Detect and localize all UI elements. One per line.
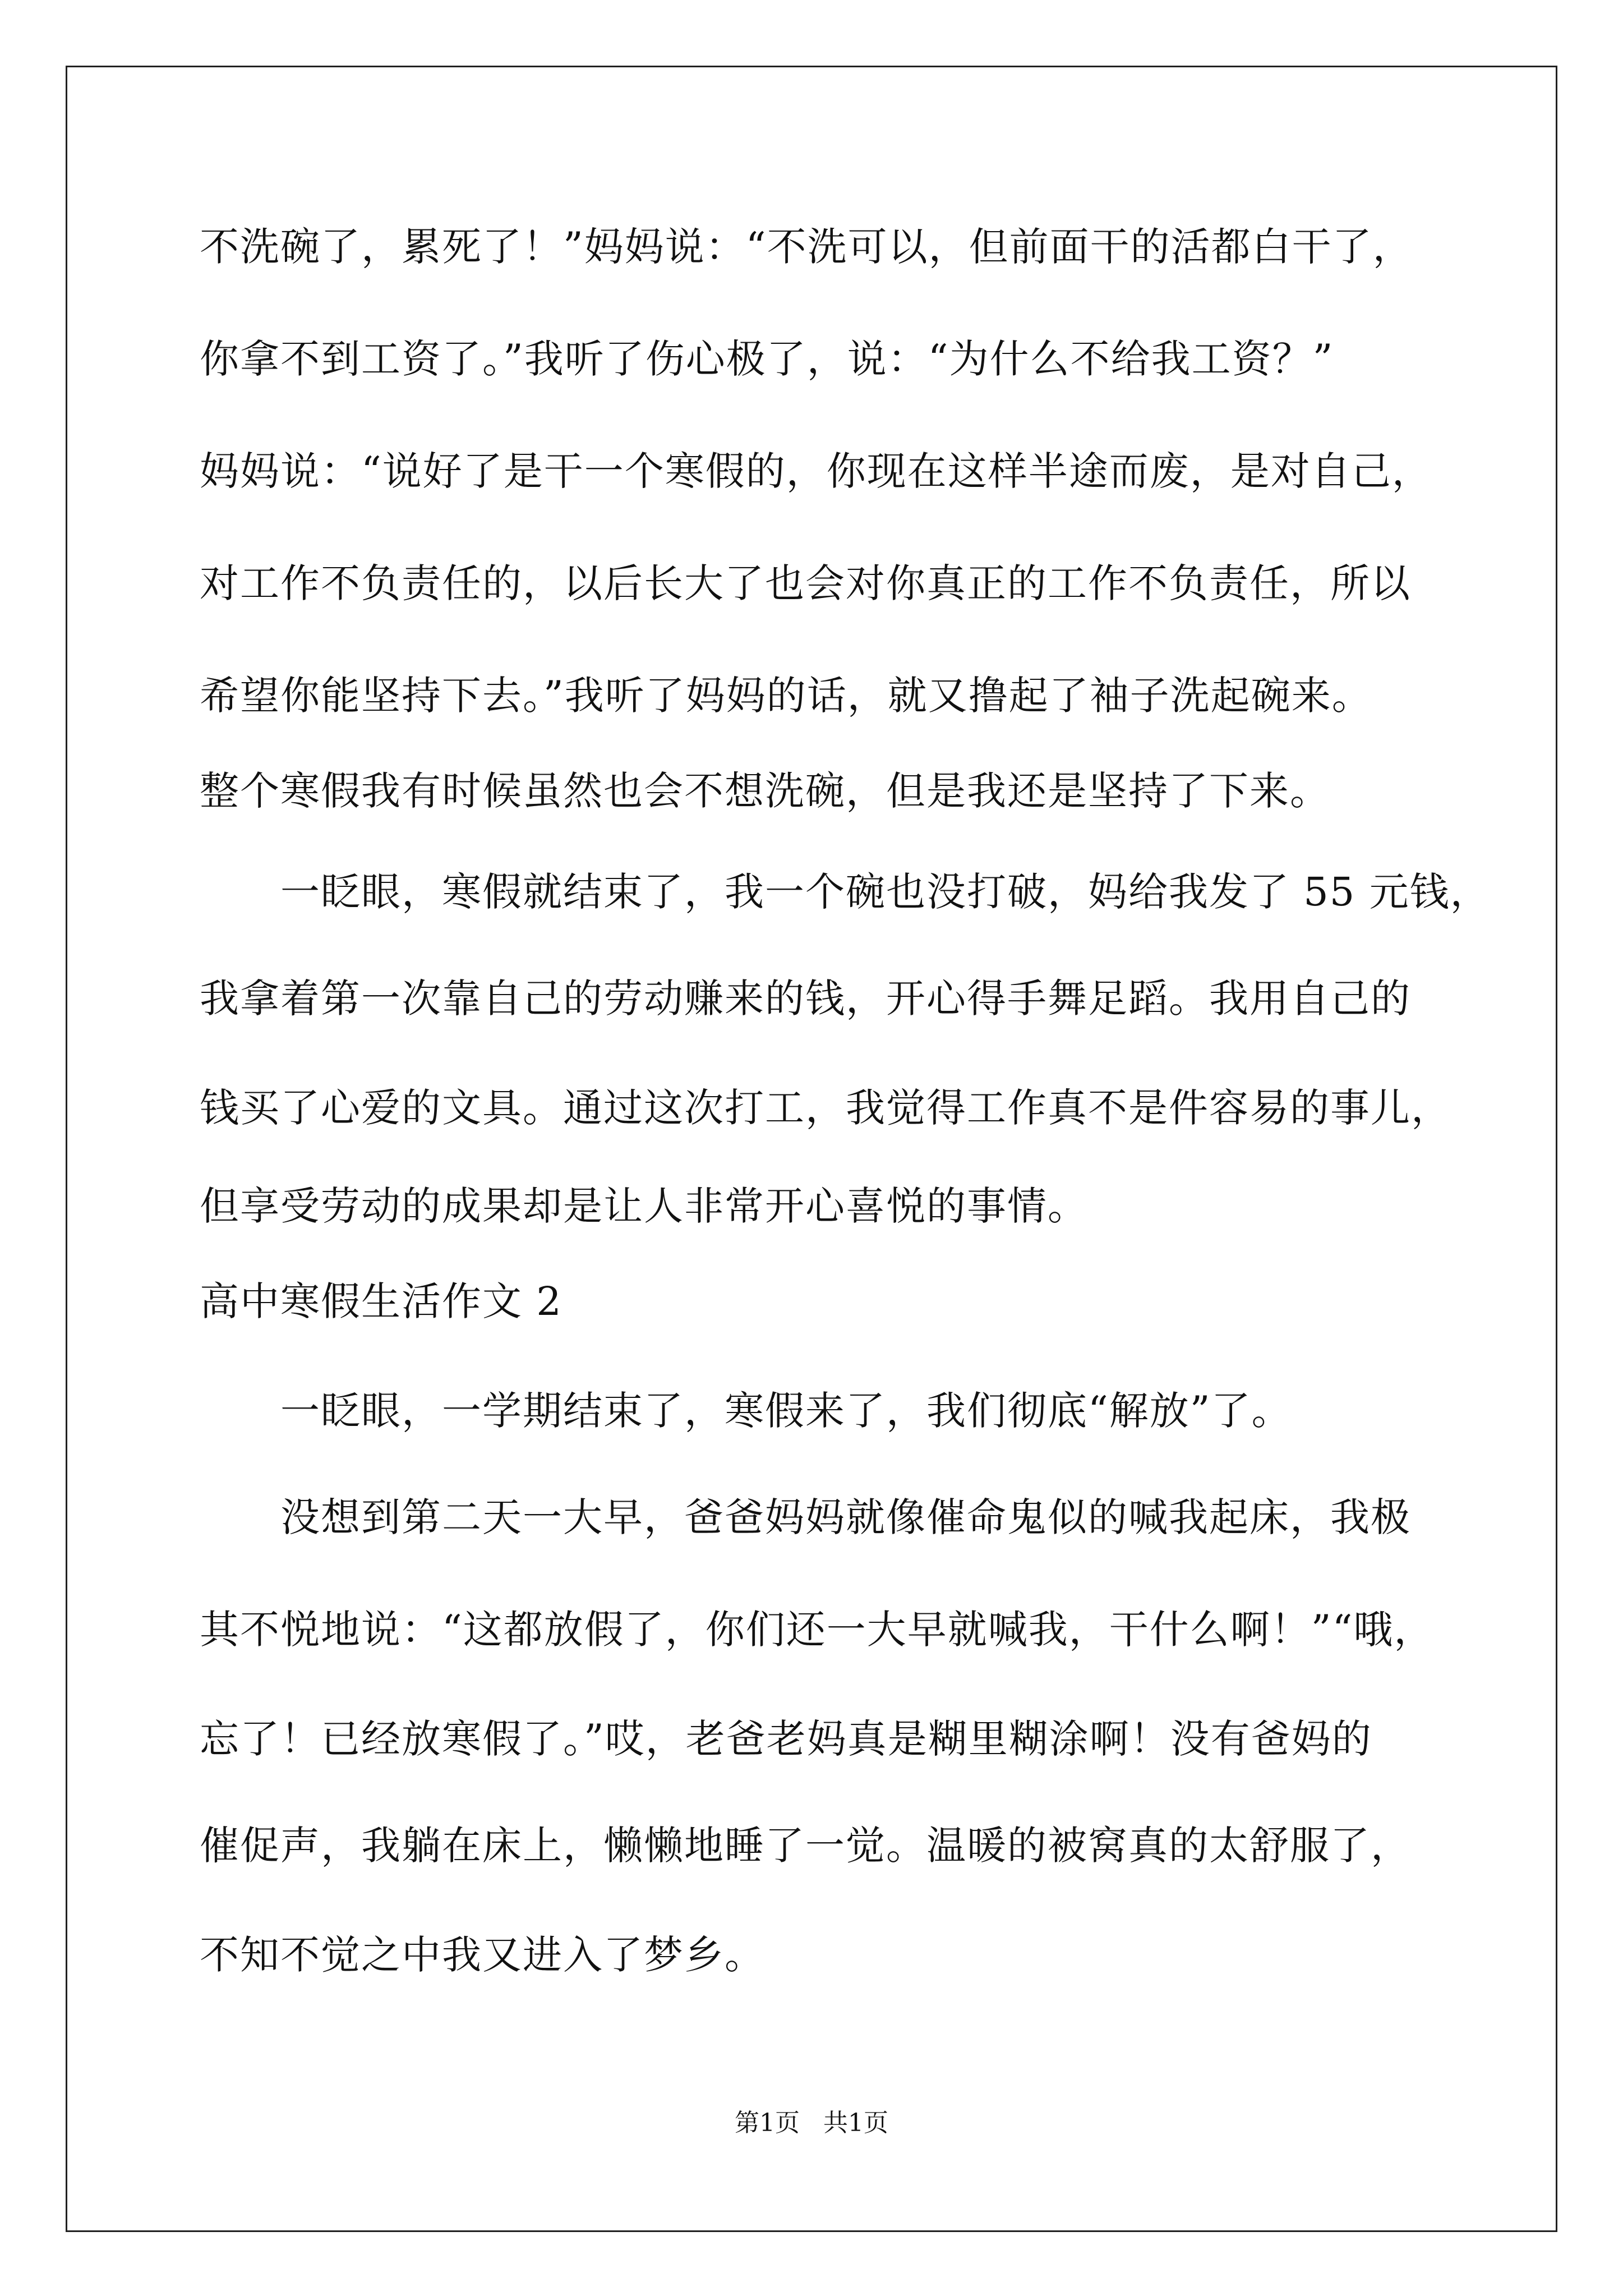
text-line-2: 你拿不到工资了。”我听了伤心极了，说：“为什么不给我工资？”	[200, 336, 1334, 382]
text-line-4: 对工作不负责任的，以后长大了也会对你真正的工作不负责任，所以	[200, 560, 1411, 606]
text-line-1: 不洗碗了，累死了！”妈妈说：“不洗可以，但前面干的活都白干了，	[200, 224, 1413, 270]
section-heading: 高中寒假生活作文 2	[200, 1278, 562, 1324]
page-border	[66, 66, 1557, 2232]
text-line-16: 催促声，我躺在床上，懒懒地睡了一觉。温暖的被窝真的太舒服了，	[200, 1823, 1411, 1869]
text-line-8: 我拿着第一次靠自己的劳动赚来的钱，开心得手舞足蹈。我用自己的	[200, 976, 1411, 1022]
page-footer: 第1页 共1页	[735, 2109, 888, 2137]
text-line-6: 整个寒假我有时候虽然也会不想洗碗，但是我还是坚持了下来。	[200, 768, 1330, 814]
text-line-13: 没想到第二天一大早，爸爸妈妈就像催命鬼似的喊我起床，我极	[280, 1494, 1411, 1540]
text-line-17: 不知不觉之中我又进入了梦乡。	[200, 1932, 765, 1978]
text-line-5: 希望你能坚持下去。”我听了妈妈的话，就又撸起了袖子洗起碗来。	[200, 673, 1372, 719]
text-line-15: 忘了！已经放寒假了。”哎，老爸老妈真是糊里糊涂啊！没有爸妈的	[200, 1716, 1372, 1762]
text-line-12: 一眨眼，一学期结束了，寒假来了，我们彻底“解放”了。	[280, 1388, 1292, 1434]
text-line-9: 钱买了心爱的文具。通过这次打工，我觉得工作真不是件容易的事儿，	[200, 1085, 1451, 1131]
text-line-7: 一眨眼，寒假就结束了，我一个碗也没打破，妈给我发了 55 元钱，	[280, 869, 1491, 915]
text-line-14: 其不悦地说：“这都放假了，你们还一大早就喊我，干什么啊！”“哦，	[200, 1607, 1435, 1653]
text-line-10: 但享受劳动的成果却是让人非常开心喜悦的事情。	[200, 1183, 1088, 1229]
text-line-3: 妈妈说：“说好了是干一个寒假的，你现在这样半途而废，是对自己，	[200, 448, 1432, 494]
